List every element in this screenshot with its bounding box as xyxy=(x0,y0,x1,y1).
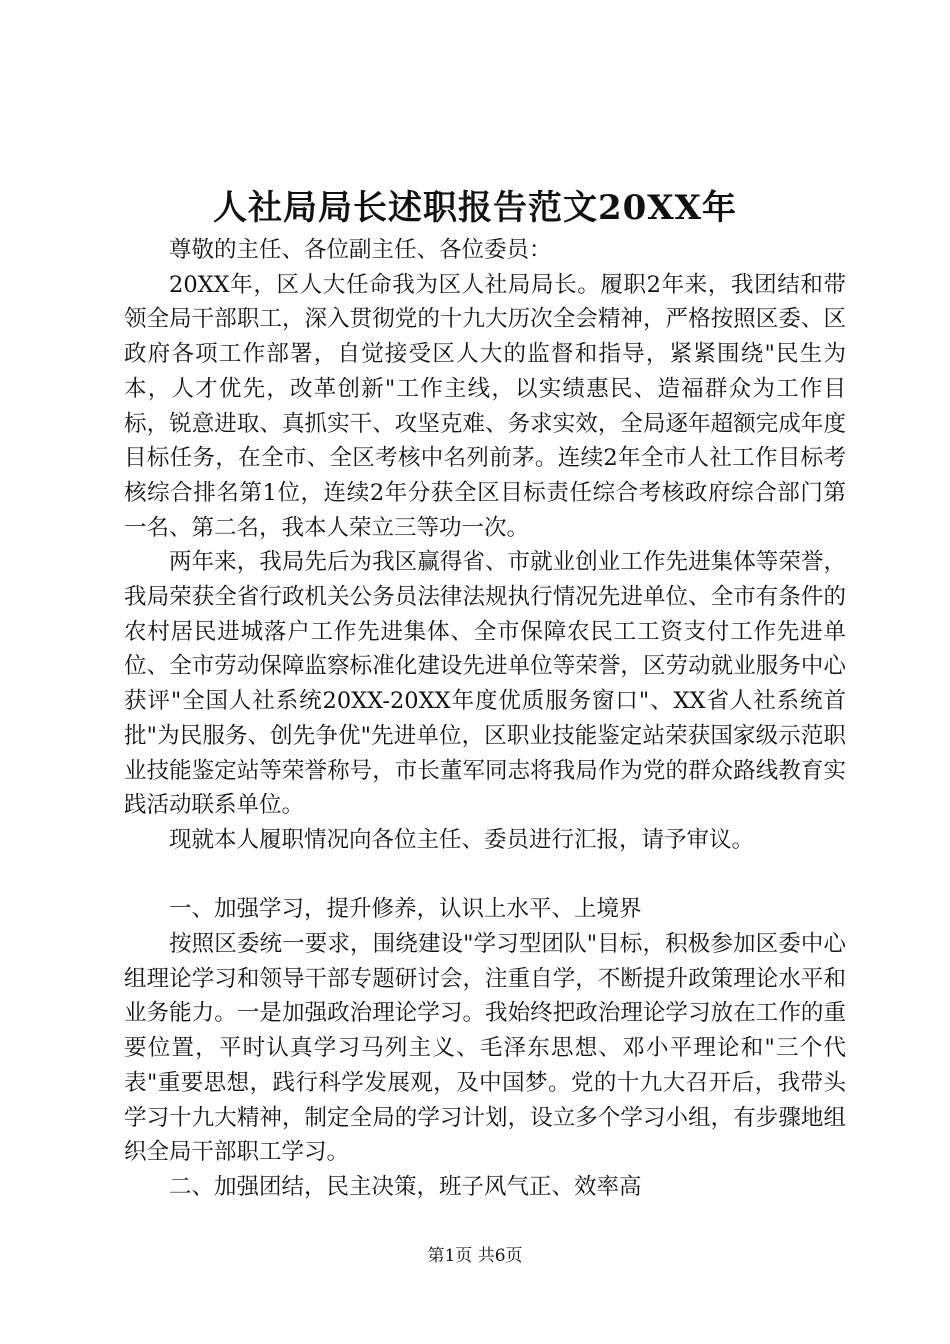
body-paragraph: 按照区委统一要求，围绕建设"学习型团队"目标，积极参加区委中心组理论学习和领导干部专题研讨会，注重自学，不断提升政策理论水平和业务能力。一是加强政治理论学习。我始终把政治理论学习放在工作的重要位置，平时认真学习马列主义、毛泽东思想、邓小平理论和"三个代表"重要思想，践行科学发展观，及中国梦。党的十九大召开后，我带头学习十九大精神，制定全局的学习计划，设立多个学习小组，有步骤地组织全局干部职工学习。 xyxy=(124,931,846,1166)
paragraph-spacer xyxy=(124,858,846,893)
document-title: 人社局局长述职报告范文20XX年 xyxy=(212,188,738,228)
document-body xyxy=(124,233,846,1205)
section-heading: 二、加强团结，民主决策，班子风气正、效率高 xyxy=(169,1173,642,1200)
page-number-footer: 第1页 共6页 xyxy=(427,1246,523,1266)
body-paragraph: 现就本人履职情况向各位主任、委员进行汇报，请予审议。 xyxy=(169,826,755,853)
body-paragraph: 20XX年，区人大任命我为区人社局局长。履职2年来，我团结和带领全局干部职工，深入贯彻党的十九大历次全会精神，严格按照区委、区政府各项工作部署，自觉接受区人大的监督和指导，紧紧围绕"民生为本，人才优先，改革创新"工作主线，以实绩惠民、造福群众为工作目标，锐意进取、真抓实干、攻坚克难、务求实效，全局逐年超额完成年度目标任务，在全市、全区考核中名列前茅。连续2年全市人社工作目标考核综合排名第1位，连续2年分获全区目标责任综合考核政府综合部门第一名、第二名，我本人荣立三等功一次。 xyxy=(124,271,846,541)
salutation-paragraph: 尊敬的主任、各位副主任、各位委员： xyxy=(169,237,552,263)
body-paragraph: 两年来，我局先后为我区赢得省、市就业创业工作先进集体等荣誉，我局荣获全省行政机关公务员法律法规执行情况先进单位、全市有条件的农村居民进城落户工作先进集体、全市保障农民工工资支付工作先进单位、全市劳动保障监察标准化建设先进单位等荣誉，区劳动就业服务中心获评"全国人社系统20XX-20XX年度优质服务窗口"、XX省人社系统首批"为民服务、创先争优"先进单位，区职业技能鉴定站荣获国家级示范职业技能鉴定站等荣誉称号，市长董军同志将我局作为党的群众路线教育实践活动联系单位。 xyxy=(124,549,846,819)
section-heading: 一、加强学习，提升修养，认识上水平、上境界 xyxy=(169,896,642,923)
